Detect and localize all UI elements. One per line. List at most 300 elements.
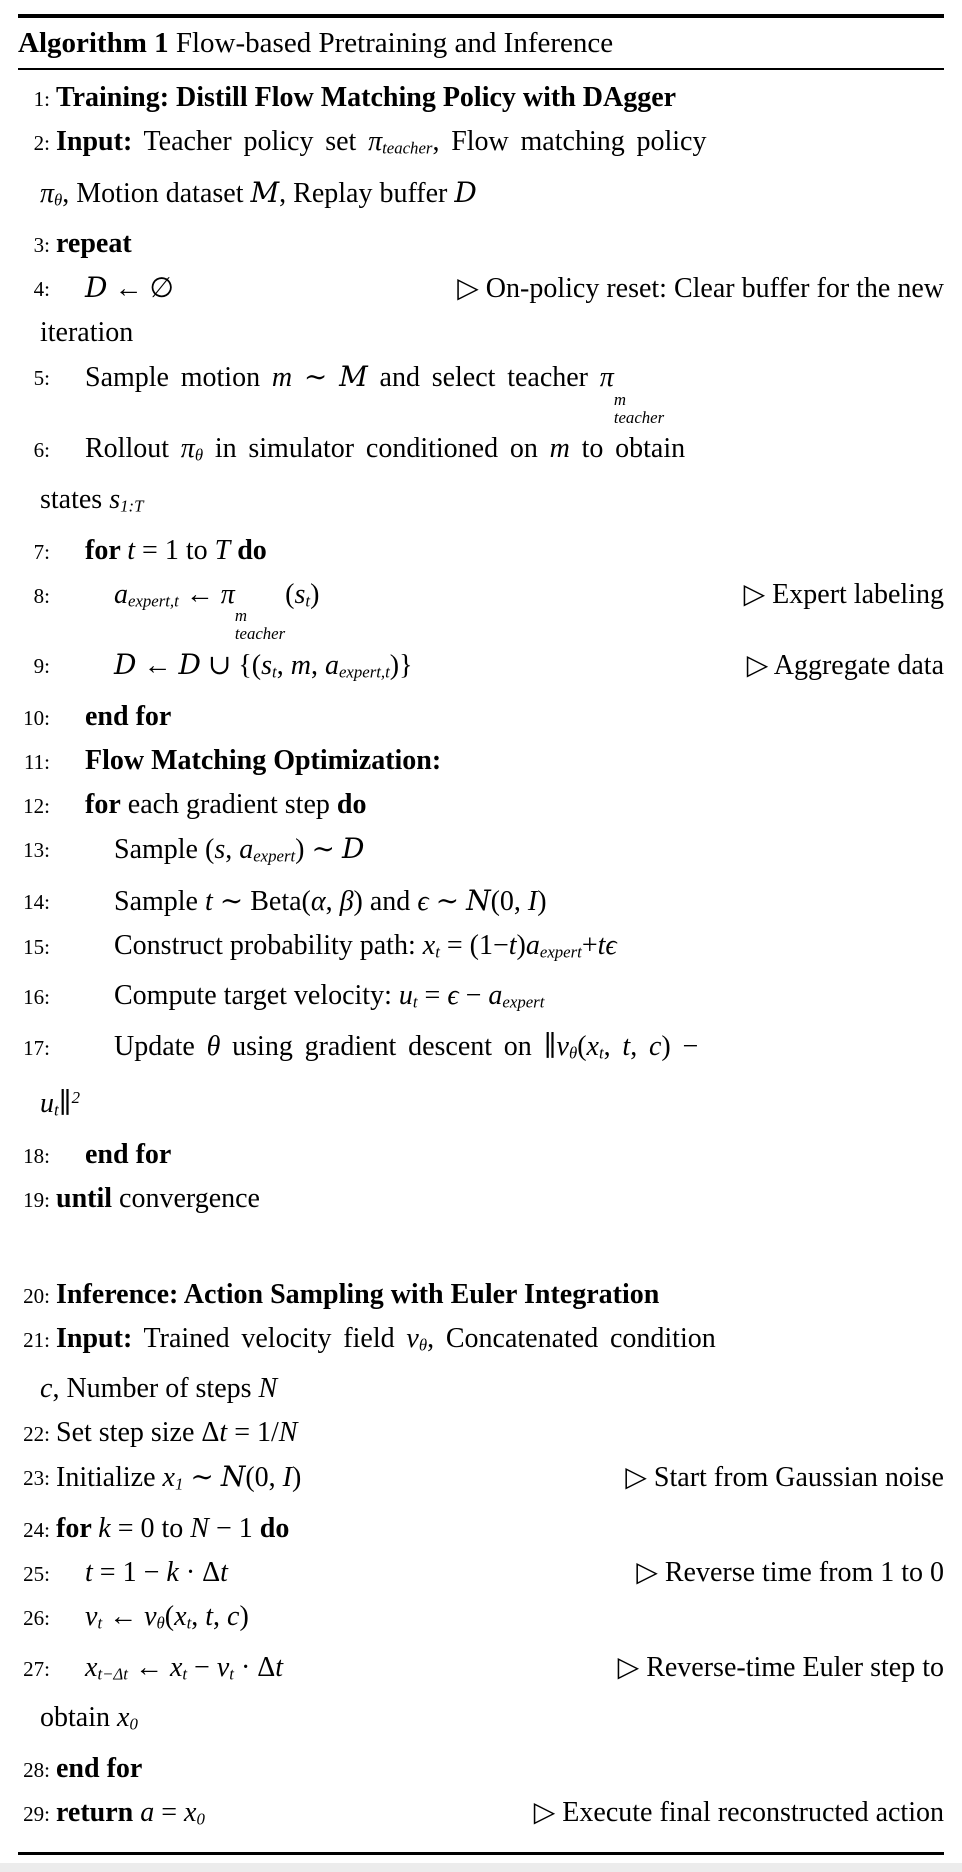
text-run: end for — [85, 1138, 172, 1170]
code-text — [85, 1646, 283, 1697]
algo-line — [18, 1507, 944, 1551]
code-text — [114, 883, 547, 917]
algo-line — [18, 1317, 944, 1368]
text-run: for — [85, 534, 128, 566]
text-run: Update — [114, 1031, 207, 1062]
comment-text: ▷ Reverse time from 1 to 0 — [636, 1556, 944, 1588]
text-run: Set step size Δ — [56, 1417, 220, 1449]
text-run: )} — [389, 650, 413, 682]
algo-line — [18, 266, 944, 311]
text-run: , Motion dataset — [62, 177, 251, 209]
line-number: 3: — [33, 233, 50, 258]
line-number: 4: — [33, 277, 50, 302]
text-run: c — [40, 1373, 53, 1405]
subscript: expert — [502, 993, 545, 1012]
line-number: 21: — [23, 1327, 50, 1352]
comment-text: ▷ Reverse-time Euler step to — [617, 1651, 944, 1683]
text-run: , — [276, 650, 291, 682]
line-number: 15: — [23, 934, 50, 959]
line-number: 18: — [23, 1143, 50, 1168]
algo-line — [18, 1133, 944, 1177]
code-text — [114, 980, 544, 1011]
text-run: πteacher — [368, 126, 433, 158]
subscript: t−Δt — [97, 1664, 128, 1684]
algorithm-body — [18, 70, 944, 1842]
algorithm-block — [18, 14, 944, 1855]
subscript: t — [272, 662, 277, 682]
sup-sub-stack — [614, 391, 664, 427]
text-run: repeat — [56, 228, 132, 260]
subscript: θ — [194, 445, 204, 465]
text-run: t — [205, 885, 213, 917]
text-run: for — [56, 1512, 99, 1544]
subscript: θ — [156, 1613, 165, 1633]
algo-line-continuation — [18, 171, 944, 223]
algo-line — [18, 974, 944, 1025]
text-run: m — [271, 362, 293, 394]
algo-line — [18, 1273, 944, 1317]
code-text — [85, 745, 441, 776]
text-run: m — [290, 650, 311, 682]
algo-line-continuation — [18, 1367, 944, 1411]
text-run: x1 — [162, 1462, 184, 1494]
line-number: 12: — [23, 793, 50, 818]
text-run: ϵ — [605, 929, 617, 961]
text-run: (0, — [245, 1462, 283, 1494]
text-run: , — [603, 1031, 623, 1062]
algo-line — [18, 222, 944, 266]
algo-line — [18, 1747, 944, 1791]
algo-line — [18, 355, 944, 427]
text-run — [220, 578, 286, 644]
subscript: θ — [54, 190, 63, 210]
line-number: 5: — [33, 366, 50, 391]
subscript: t — [598, 1043, 604, 1063]
text-run: convergence — [112, 1182, 260, 1214]
algo-line-continuation — [18, 1696, 944, 1747]
sup-sub-stack — [235, 607, 285, 643]
algo-line — [18, 1177, 944, 1221]
text-run: until — [56, 1182, 113, 1214]
algo-line — [18, 529, 944, 573]
text-run: s — [214, 833, 226, 865]
subscript: teacher — [613, 407, 665, 427]
text-run: c — [227, 1600, 240, 1632]
code-text — [56, 82, 676, 113]
text-run: x0 — [184, 1797, 205, 1829]
algo-line — [18, 1411, 944, 1455]
text-run: Training: Distill Flow Matching Policy with DAgger — [56, 82, 677, 113]
subscript: 0 — [129, 1715, 138, 1735]
subscript: t — [182, 1664, 188, 1684]
text-run: xt — [586, 1031, 604, 1063]
text-run: Construct probability path: — [114, 929, 423, 961]
text-run: πθ — [180, 433, 204, 465]
text-run: , — [213, 1600, 228, 1632]
line-number: 24: — [23, 1517, 50, 1542]
text-run: ∼ — [183, 1462, 221, 1494]
math-base: π — [220, 578, 235, 610]
text-run: do — [259, 1512, 290, 1544]
text-run: Teacher policy set — [132, 126, 369, 157]
algo-line — [18, 827, 944, 879]
text-run: xt−Δt — [85, 1651, 128, 1684]
text-run: t — [85, 1556, 93, 1588]
text-run: each gradient step — [120, 788, 337, 820]
text-run: st — [261, 650, 277, 682]
algo-line — [18, 739, 944, 783]
subscript: t — [97, 1613, 103, 1633]
code-text — [56, 1183, 260, 1214]
text-run: Sample ( — [114, 833, 215, 865]
text-run: ∥ — [543, 1031, 557, 1062]
text-run: ) − — [661, 1031, 699, 1062]
text-run: states — [40, 483, 110, 515]
line-number: 19: — [23, 1187, 50, 1212]
text-run: ∼ Beta( — [212, 885, 311, 917]
algo-line — [18, 120, 944, 171]
text-run: ∪ {( — [200, 650, 262, 682]
algo-line — [18, 1791, 944, 1842]
algorithm-label: Algorithm 1 — [18, 27, 169, 59]
text-run: ← — [178, 578, 221, 610]
code-text — [85, 789, 366, 820]
algo-line-continuation — [18, 1076, 944, 1133]
text-run: aexpert — [525, 929, 582, 962]
text-run: in simulator conditioned on — [203, 433, 550, 465]
text-run: ) — [537, 885, 547, 917]
text-run: t — [205, 1600, 214, 1632]
text-run: α — [310, 885, 326, 917]
comment-text: ▷ Expert labeling — [743, 578, 944, 610]
code-text — [40, 1373, 277, 1404]
text-run: ) ∼ — [295, 833, 342, 865]
text-run: a — [140, 1797, 155, 1829]
line-number: 9: — [33, 654, 50, 679]
code-text — [56, 228, 132, 259]
text-run: = (1− — [439, 929, 509, 961]
text-run: t — [508, 929, 517, 961]
subscript: teacher — [382, 138, 433, 158]
code-text — [40, 175, 477, 210]
text-run: − — [187, 1651, 217, 1683]
text-run: N — [258, 1373, 278, 1405]
subscript: teacher — [234, 624, 286, 644]
algo-line — [18, 1025, 944, 1076]
line-number: 2: — [33, 131, 50, 155]
subscript: 0 — [196, 1809, 205, 1829]
text-run: t — [597, 929, 606, 961]
subscript: expert,t — [338, 662, 390, 682]
text-run: Inference: Action Sampling with Euler Integration — [56, 1278, 660, 1310]
paper-page — [0, 14, 962, 1872]
text-run: aexpert,t — [324, 650, 390, 682]
text-run: D — [454, 175, 477, 209]
code-text — [114, 573, 319, 644]
text-run: Rollout — [85, 433, 181, 465]
text-run: x0 — [117, 1702, 138, 1735]
text-run: do — [230, 534, 267, 566]
line-number: 7: — [33, 539, 50, 564]
text-run: β — [339, 885, 354, 917]
text-run: N — [466, 883, 491, 917]
subscript: t — [54, 1100, 59, 1120]
text-run: ← — [127, 1651, 170, 1683]
text-run: − — [458, 980, 489, 1012]
algo-line — [18, 879, 944, 924]
algo-line — [18, 924, 944, 975]
text-run: xt — [169, 1651, 188, 1684]
algo-line — [18, 427, 944, 478]
text-run: ∥$^2$ — [58, 1087, 80, 1119]
text-run: aexpert — [488, 980, 545, 1012]
text-run: vθ — [406, 1322, 428, 1355]
line-number: 29: — [23, 1802, 50, 1827]
text-run: Input: — [56, 126, 133, 157]
text-run: = — [154, 1797, 185, 1829]
text-run: ∼ — [292, 362, 340, 394]
text-run: = — [417, 980, 448, 1012]
subscript: t — [435, 942, 440, 962]
code-text — [85, 535, 267, 566]
subscript: θ — [418, 1335, 428, 1355]
text-run: = 1 − — [92, 1556, 167, 1588]
algo-line — [18, 1595, 944, 1646]
text-run: , — [630, 1031, 649, 1062]
text-run: t — [622, 1031, 631, 1062]
code-text — [56, 1753, 142, 1784]
text-run: · Δ — [178, 1556, 221, 1588]
math-base: π — [599, 362, 614, 394]
subscript: expert,t — [128, 591, 179, 611]
text-run: , Replay buffer — [279, 177, 455, 209]
superscript: m — [234, 605, 247, 625]
text-run: end for — [56, 1753, 143, 1785]
subscript: 1 — [174, 1474, 184, 1494]
superscript: 2 — [71, 1087, 80, 1107]
text-run: ) — [310, 578, 320, 610]
text-run: ( — [164, 1600, 175, 1632]
text-run: ) and — [353, 885, 418, 917]
code-text — [114, 930, 617, 961]
text-run: Sample motion — [85, 362, 272, 394]
subscript: expert — [539, 942, 582, 962]
code-text — [40, 1702, 138, 1733]
text-run: k — [98, 1512, 111, 1544]
text-run: aexpert — [239, 833, 296, 866]
code-text — [56, 1279, 659, 1310]
text-run: m — [549, 433, 570, 465]
comment-text: ▷ Start from Gaussian noise — [625, 1462, 944, 1494]
text-run: D — [341, 831, 365, 865]
text-run: t — [127, 534, 136, 566]
algo-line — [18, 643, 944, 695]
line-number: 11: — [23, 749, 50, 774]
text-run: N — [278, 1417, 298, 1449]
algorithm-caption — [18, 18, 944, 68]
subscript: expert — [253, 846, 296, 866]
text-run: vθ — [144, 1600, 165, 1633]
text-run: , — [191, 1600, 206, 1632]
subscript: 1:T — [120, 496, 144, 516]
text-run: , — [225, 833, 240, 865]
code-text — [114, 643, 413, 695]
text-run: Sample — [114, 885, 205, 917]
algo-line — [18, 76, 944, 120]
text-run: ) — [516, 929, 526, 961]
algo-line — [18, 573, 944, 644]
text-run: = 1 to — [135, 534, 215, 566]
code-text — [114, 1031, 698, 1062]
comment-text: ▷ Execute final reconstructed action — [533, 1797, 944, 1829]
text-run: ut — [40, 1087, 59, 1120]
text-run: (0, — [490, 885, 528, 917]
code-text — [85, 701, 171, 732]
text-run: Initialize — [56, 1462, 163, 1494]
text-run: c — [648, 1031, 662, 1062]
code-text — [40, 484, 143, 515]
code-text — [114, 831, 365, 866]
code-text — [85, 266, 174, 311]
text-run: , Flow matching policy — [432, 126, 707, 157]
code-text — [56, 1513, 289, 1544]
text-run: I — [527, 885, 538, 917]
text-run: k — [166, 1556, 179, 1588]
text-run: obtain — [40, 1702, 117, 1734]
line-number: 23: — [23, 1466, 50, 1491]
code-text — [56, 1323, 716, 1354]
text-run: ← — [102, 1600, 145, 1632]
algo-line — [18, 1455, 944, 1507]
text-run: t — [220, 1556, 228, 1588]
code-text — [56, 1791, 205, 1842]
comment-text: ▷ On-policy reset: Clear buffer for the new — [457, 273, 944, 305]
subscript: t — [229, 1664, 234, 1684]
text-run: iteration — [40, 317, 134, 349]
text-run: D — [85, 271, 108, 305]
line-number: 27: — [23, 1656, 50, 1681]
code-text — [56, 126, 706, 157]
text-run: = 1/ — [227, 1417, 279, 1449]
subscript: t — [305, 591, 311, 611]
text-run: ut — [398, 980, 418, 1012]
text-run: s1:T — [109, 483, 144, 516]
text-run: vt — [216, 1651, 234, 1684]
text-run: ( — [577, 1031, 587, 1062]
text-run: end for — [85, 700, 172, 732]
code-text — [85, 433, 685, 464]
text-run: = 0 to — [110, 1512, 191, 1544]
text-run: πθ — [40, 177, 63, 210]
code-text — [56, 1417, 297, 1448]
algo-line — [18, 695, 944, 739]
code-text — [85, 1551, 228, 1595]
text-run: aexpert,t — [114, 578, 179, 611]
line-number: 1: — [33, 87, 50, 111]
text-run: do — [336, 788, 367, 820]
text-run: ) — [291, 1462, 302, 1494]
text-run: T — [214, 534, 231, 566]
line-number: 26: — [23, 1605, 50, 1630]
text-run: to obtain — [569, 433, 686, 465]
text-run: , — [325, 885, 340, 917]
text-run: N — [190, 1512, 209, 1544]
text-run: D — [114, 648, 137, 682]
line-number: 20: — [23, 1283, 50, 1308]
text-run: , — [310, 650, 325, 682]
algo-line-continuation — [18, 311, 944, 355]
bottom-rule — [18, 1852, 944, 1855]
superscript: m — [613, 389, 626, 409]
line-number: 17: — [23, 1036, 50, 1060]
blank-gap — [18, 1221, 944, 1273]
text-run: − 1 — [208, 1512, 260, 1544]
text-run: vt — [85, 1600, 103, 1633]
line-number: 6: — [33, 438, 50, 463]
text-run: N — [220, 1460, 246, 1494]
text-run: t — [275, 1651, 284, 1683]
code-text — [40, 317, 133, 348]
text-run: Compute target velocity: — [114, 980, 399, 1012]
line-number: 14: — [23, 889, 50, 914]
text-run: ∼ — [428, 885, 467, 917]
text-run: M — [339, 360, 368, 394]
code-text — [85, 360, 665, 427]
text-run: vθ — [556, 1031, 578, 1063]
subscript: t — [412, 993, 418, 1012]
page-bottom-strip — [0, 1863, 962, 1872]
line-number: 8: — [33, 583, 50, 608]
line-number: 16: — [23, 985, 50, 1010]
code-text — [85, 1139, 171, 1170]
algo-line-continuation — [18, 478, 944, 529]
text-run: M — [250, 175, 280, 209]
text-run: θ — [206, 1031, 221, 1062]
subscript: θ — [568, 1043, 578, 1063]
text-run: ( — [285, 578, 295, 610]
algo-line — [18, 783, 944, 827]
text-run: xt — [174, 1600, 192, 1633]
text-run: ← ∅ — [107, 273, 174, 305]
algo-line — [18, 1551, 944, 1595]
algo-line — [18, 1646, 944, 1697]
text-run: · Δ — [233, 1651, 276, 1683]
line-number: 28: — [23, 1758, 50, 1783]
text-run: st — [294, 578, 311, 611]
code-text — [85, 1601, 249, 1632]
text-run: using gradient descent on — [220, 1031, 544, 1062]
text-run: and select teacher — [367, 362, 600, 394]
subscript: t — [186, 1613, 192, 1633]
text-run: xt — [422, 929, 440, 962]
line-number: 10: — [23, 705, 50, 730]
line-number: 13: — [23, 837, 50, 862]
line-number: 25: — [23, 1561, 50, 1586]
code-text — [40, 1088, 80, 1119]
text-run: I — [282, 1462, 292, 1494]
line-number: 22: — [23, 1422, 50, 1447]
text-run: ϵ — [447, 980, 459, 1012]
text-run: ϵ — [417, 885, 429, 917]
text-run: ← — [136, 650, 179, 682]
text-run: , Concatenated condition — [427, 1322, 716, 1354]
text-run: D — [178, 648, 201, 682]
text-run: Flow Matching Optimization: — [85, 744, 442, 776]
text-run: t — [219, 1417, 228, 1449]
text-run: + — [581, 929, 598, 961]
text-run: Trained velocity field — [132, 1322, 407, 1354]
text-run: return — [56, 1797, 141, 1829]
